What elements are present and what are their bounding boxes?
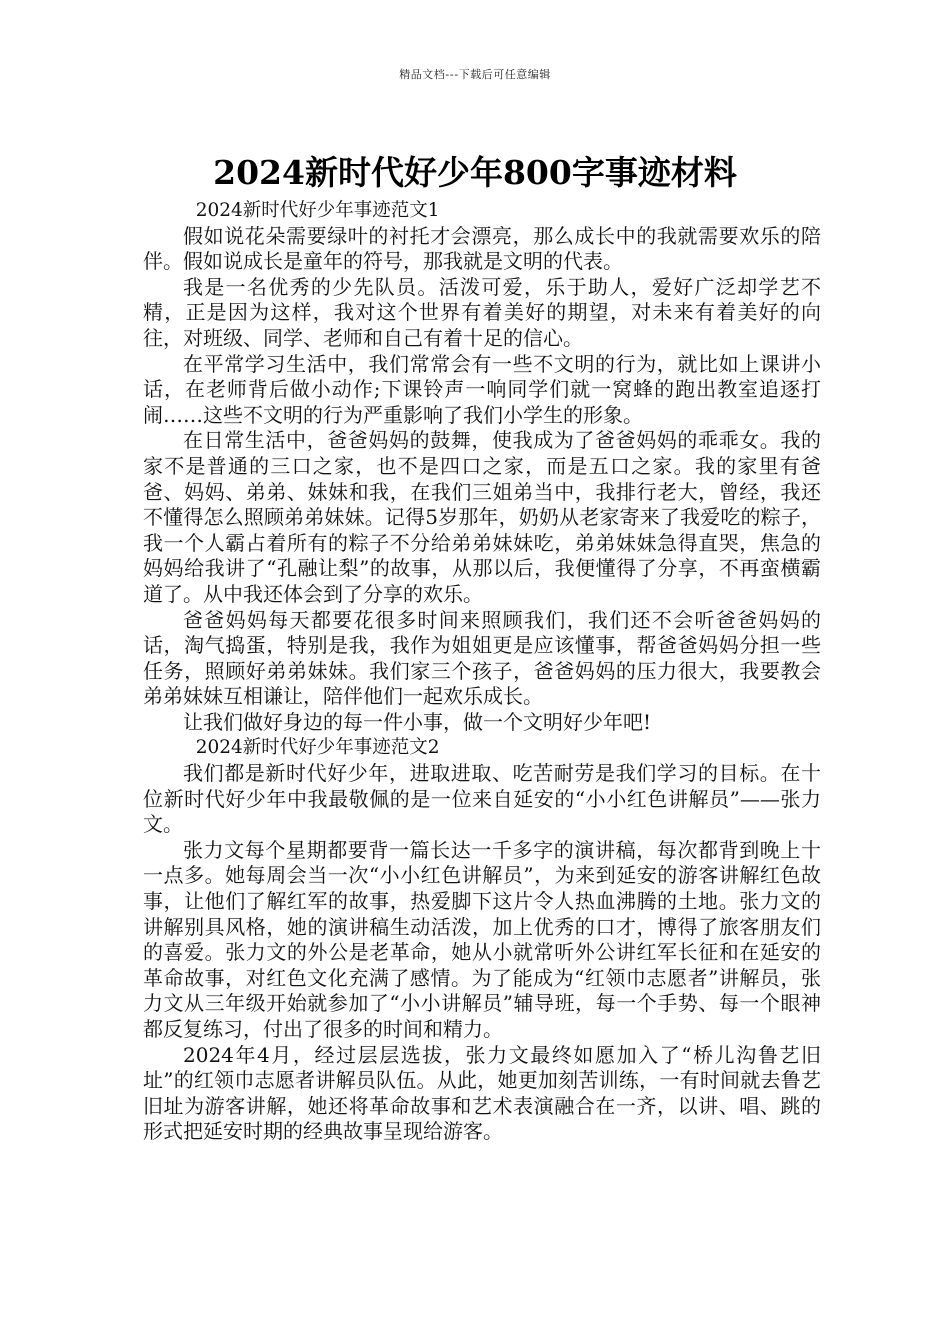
body-paragraph: 在平常学习生活中，我们常常会有一些不文明的行为，就比如上课讲小话，在老师背后做小动作;下课铃声一响同学们就一窝蜂的跑出教室追逐打闹……这些不文明的行为严重影响了我们小学生的形象。 xyxy=(143,351,821,427)
document-title: 2024新时代好少年800字事迹材料 xyxy=(213,153,737,193)
body-paragraph: 让我们做好身边的每一件小事，做一个文明好少年吧! xyxy=(183,709,652,734)
section-heading: 2024新时代好少年事迹范文1 xyxy=(195,200,440,221)
body-paragraph: 我是一名优秀的少先队员。活泼可爱，乐于助人，爱好广泛却学艺不精，正是因为这样，我对这个世界有着美好的期望，对未来有着美好的向往，对班级、同学、老师和自己有着十足的信心。 xyxy=(143,274,821,350)
body-paragraph: 在日常生活中，爸爸妈妈的鼓舞，使我成为了爸爸妈妈的乖乖女。我的家不是普通的三口之家，也不是四口之家，而是五口之家。我的家里有爸爸、妈妈、弟弟、妹妹和我，在我们三姐弟当中，我排行老大，曾经，我还不懂得怎么照顾弟弟妹妹。记得5岁那年，奶奶从老家寄来了我爱吃的粽子，我一个人霸占着所有的粽子不分给弟弟妹妹吃，弟弟妹妹急得直哭，焦急的妈妈给我讲了“孔融让梨”的故事，从那以后，我便懂得了分享，不再蛮横霸道了。从中我还体会到了分享的欢乐。 xyxy=(143,428,821,606)
body-paragraph: 我们都是新时代好少年，进取进取、吃苦耐劳是我们学习的目标。在十位新时代好少年中我最敬佩的是一位来自延安的“小小红色讲解员”——张力文。 xyxy=(143,761,821,837)
document-body xyxy=(143,198,821,1145)
page-header-note: 精品文档---下载后可任意编辑 xyxy=(399,68,551,81)
section-heading: 2024新时代好少年事迹范文2 xyxy=(195,737,440,759)
body-paragraph: 张力文每个星期都要背一篇长达一千多字的演讲稿，每次都背到晚上十一点多。她每周会当一次“小小红色讲解员”，为来到延安的游客讲解红色故事，让他们了解红军的故事，热爱脚下这片令人热血沸腾的土地。张力文的讲解别具风格，她的演讲稿生动活泼，加上优秀的口才，博得了旅客朋友们的喜爱。张力文的外公是老革命，她从小就常听外公讲红军长征和在延安的革命故事，对红色文化充满了感情。为了能成为“红领巾志愿者”讲解员，张力文从三年级开始就参加了“小小讲解员”辅导班，每一个手势、每一个眼神都反复练习，付出了很多的时间和精力。 xyxy=(143,837,821,1041)
body-paragraph: 2024年4月，经过层层选拔，张力文最终如愿加入了“桥儿沟鲁艺旧址”的红领巾志愿者讲解员队伍。从此，她更加刻苦训练，一有时间就去鲁艺旧址为游客讲解，她还将革命故事和艺术表演融合在一齐，以讲、唱、跳的形式把延安时期的经典故事呈现给游客。 xyxy=(143,1042,821,1144)
body-paragraph: 爸爸妈妈每天都要花很多时间来照顾我们，我们还不会听爸爸妈妈的话，淘气捣蛋，特别是我，我作为姐姐更是应该懂事，帮爸爸妈妈分担一些任务，照顾好弟弟妹妹。我们家三个孩子，爸爸妈妈的压力很大，我要教会弟弟妹妹互相谦让，陪伴他们一起欢乐成长。 xyxy=(143,607,821,709)
body-paragraph: 假如说花朵需要绿叶的衬托才会漂亮，那么成长中的我就需要欢乐的陪伴。假如说成长是童年的符号，那我就是文明的代表。 xyxy=(143,223,821,274)
